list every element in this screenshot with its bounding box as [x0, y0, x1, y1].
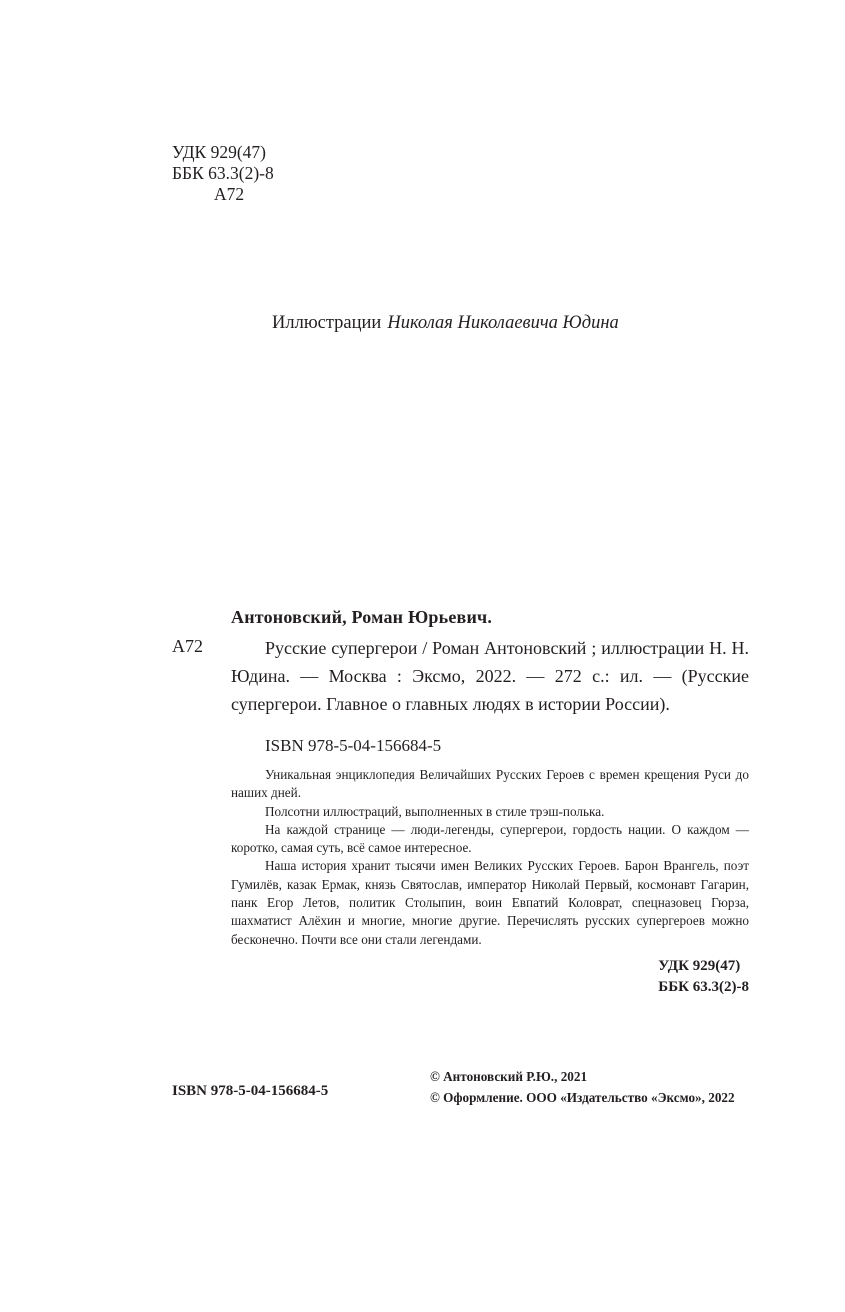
annotation: [231, 766, 749, 949]
annotation-paragraph: На каждой странице — люди-легенды, супергерои, гордость нации. О каждом — коротко, самая суть, всё самое интересное.: [231, 821, 749, 856]
udk-code: УДК 929(47): [172, 142, 267, 162]
bottom-classification-codes: [658, 956, 749, 998]
bottom-bbk-code: ББК 63.3(2)-8: [658, 979, 749, 995]
copyright-design: © Оформление. ООО «Издательство «Эксмо», 2022: [430, 1090, 735, 1105]
footer-isbn: ISBN 978-5-04-156684-5: [172, 1083, 329, 1099]
record-isbn: ISBN 978-5-04-156684-5: [265, 736, 442, 755]
annotation-paragraph: Наша история хранит тысячи имен Великих Русских Героев. Барон Врангель, поэт Гумилёв, казак Ермак, князь Святослав, император Николай Первый, космонавт Гагарин, панк Егор Летов, политик Столыпин, воин Евпатий Коловрат, спецназовец Гюрза, шахматист Алёхин и многие, многие другие. Перечислять русских супергероев можно бесконечно. Почти все они стали легендами.: [231, 858, 749, 947]
record-description: Русские супергерои / Роман Антоновский ; иллюстрации Н. Н. Юдина. — Москва : Эксмо, 2022. — 272 с.: ил. — (Русские супергерои. Главное о главных людях в истории России).: [231, 638, 749, 714]
annotation-paragraph: Уникальная энциклопедия Величайших Русских Героев с времен крещения Руси до наших дней.: [231, 767, 749, 801]
illustrations-label: Иллюстрации: [272, 313, 382, 333]
cutter-code: А72: [214, 184, 245, 204]
bbk-code: ББК 63.3(2)-8: [172, 163, 274, 183]
annotation-paragraph: Полсотни иллюстраций, выполненных в стиле трэш-полька.: [265, 803, 605, 819]
copyright-author: © Антоновский Р.Ю., 2021: [430, 1069, 588, 1084]
record-cutter-code: А72: [172, 636, 203, 656]
illustrations-credit: [272, 312, 619, 334]
bottom-udk-code: УДК 929(47): [658, 958, 741, 974]
header-classification-codes: [172, 142, 274, 205]
record-author: Антоновский, Роман Юрьевич.: [231, 607, 493, 627]
copyright-block: [430, 1066, 735, 1108]
illustrator-name: Николая Николаевича Юдина: [387, 313, 619, 333]
